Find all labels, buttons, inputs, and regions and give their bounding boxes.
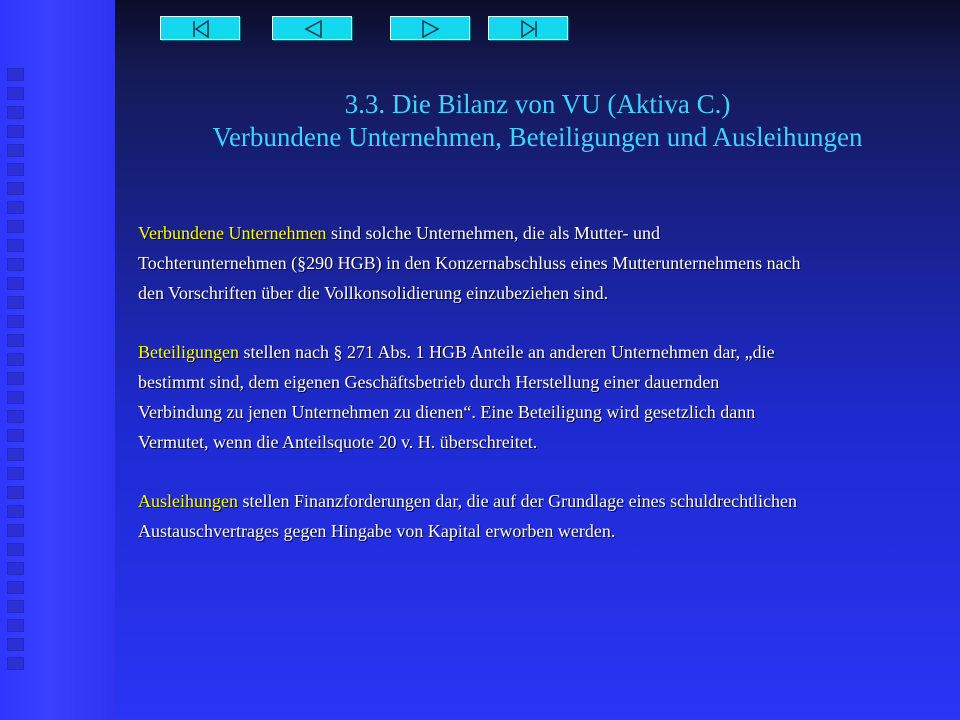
slide-navigation <box>160 16 580 42</box>
triangle-left-icon <box>273 17 353 41</box>
title-line-1: 3.3. Die Bilanz von VU (Aktiva C.) <box>344 89 731 119</box>
paragraph-beteiligungen <box>138 338 938 457</box>
paragraph-text: Verbindung zu jenen Unternehmen zu dienen“. Eine Beteiligung wird gesetzlich dann <box>138 401 756 422</box>
slide-body <box>138 219 938 577</box>
previous-slide-button[interactable] <box>272 16 352 40</box>
last-slide-button[interactable] <box>488 16 568 40</box>
slide-title <box>115 88 960 154</box>
paragraph-text: Austauschvertrages gegen Hingabe von Kapital erworben werden. <box>138 520 616 541</box>
paragraph-text: Vermutet, wenn die Anteilsquote 20 v. H. überschreitet. <box>138 431 538 452</box>
highlighted-term: Ausleihungen <box>138 491 238 512</box>
skip-to-first-icon <box>161 17 241 41</box>
paragraph-text: Tochterunternehmen (§290 HGB) in den Konzernabschluss eines Mutterunternehmens nach <box>138 252 801 273</box>
paragraph-text: sind solche Unternehmen, die als Mutter- und <box>326 223 660 243</box>
paragraph-text: bestimmt sind, dem eigenen Geschäftsbetrieb durch Herstellung einer dauernden <box>138 371 720 392</box>
first-slide-button[interactable] <box>160 16 240 40</box>
paragraph-verbundene-unternehmen <box>138 219 938 308</box>
skip-to-last-icon <box>489 17 569 41</box>
next-slide-button[interactable] <box>390 16 470 40</box>
paragraph-text: stellen Finanzforderungen dar, die auf der Grundlage eines schuldrechtlichen <box>237 491 798 512</box>
title-line-2: Verbundene Unternehmen, Beteiligungen und Ausleihungen <box>212 122 863 152</box>
triangle-right-icon <box>391 17 471 41</box>
highlighted-term: Verbundene Unternehmen <box>138 223 327 243</box>
left-decorative-bar <box>0 0 115 720</box>
highlighted-term: Beteiligungen <box>138 342 239 363</box>
paragraph-ausleihungen <box>138 487 938 547</box>
paragraph-text: den Vorschriften über die Vollkonsolidierung einzubeziehen sind. <box>138 282 609 303</box>
decorative-squares <box>7 68 24 676</box>
paragraph-text: stellen nach § 271 Abs. 1 HGB Anteile an anderen Unternehmen dar, „die <box>238 342 775 363</box>
